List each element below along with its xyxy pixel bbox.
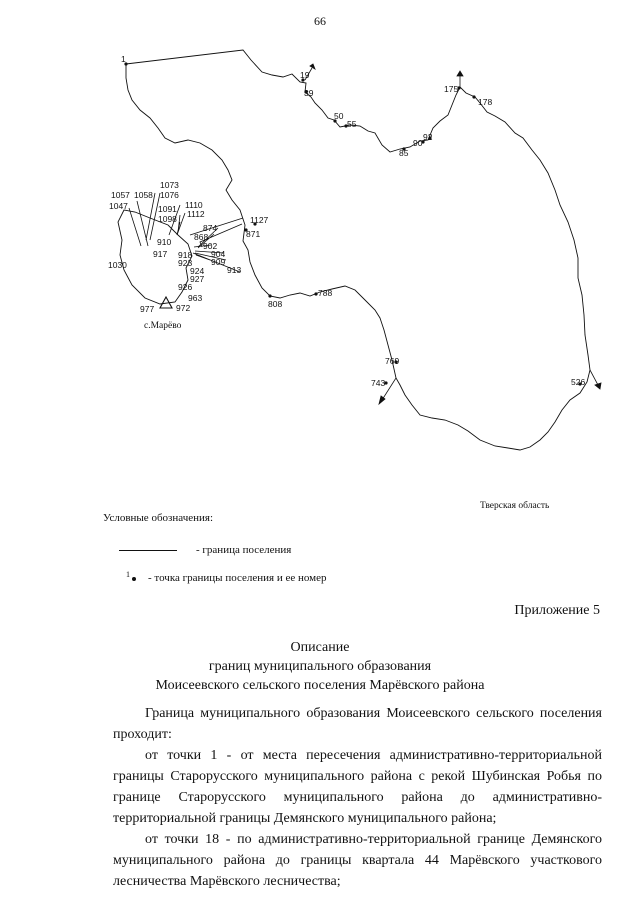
description-subtitle: границ муниципального образования [208, 659, 432, 674]
point-label: 19 [300, 70, 310, 80]
point-label: 1091 [158, 204, 177, 214]
paragraph: Граница муниципального образования Моисеевского сельского поселения проходит: [113, 706, 602, 742]
point-label: 926 [178, 282, 193, 292]
village-label: с.Марёво [144, 321, 182, 331]
description-subtitle: Моисеевского сельского поселения Марёвского района [155, 678, 485, 693]
point-label: 868 [194, 232, 209, 242]
map-boundary-points [124, 62, 581, 385]
point-label: 92 [423, 132, 433, 142]
point-label: 178 [478, 97, 493, 107]
point-label: 50 [334, 111, 344, 121]
point-label: 808 [268, 299, 283, 309]
point-label: 910 [157, 237, 172, 247]
point-label: 918 [178, 250, 193, 260]
point-label: 904 [211, 249, 226, 259]
point-label: 85 [399, 148, 409, 158]
point-label: 874 [203, 223, 218, 233]
point-label: 917 [153, 249, 168, 259]
point-label: 924 [190, 266, 205, 276]
point-label: 1112 [187, 209, 205, 219]
point-label: 1127 [250, 215, 269, 225]
legend-point-dot-icon [132, 577, 136, 581]
point-label: 902 [203, 241, 218, 251]
description-title: Описание [290, 640, 350, 655]
paragraph: от точки 1 - от места пересечения административно-территориальной границы Старорусского муниципального района с рекой Шубинская Робья по границе Старорусского муниципального района до административно-территориальной границы Демянского муниципального района; [113, 748, 602, 826]
point-label: 769 [385, 356, 400, 366]
point-label: 977 [140, 304, 155, 314]
appendix-label: Приложение 5 [514, 603, 600, 618]
point-label: 1076 [160, 190, 179, 200]
point-label: 1057 [111, 190, 130, 200]
legend-boundary-line-sample [119, 550, 177, 551]
point-label: 963 [188, 293, 203, 303]
point-label: 1047 [109, 201, 128, 211]
legend-boundary-line-text: - граница поселения [196, 544, 292, 556]
legend-point-text: - точка границы поселения и ее номер [148, 572, 327, 584]
legend-title: Условные обозначения: [103, 512, 214, 524]
point-label: 526 [571, 377, 586, 387]
point-label: 972 [176, 303, 191, 313]
page-number: 66 [314, 14, 326, 28]
description-body [113, 703, 602, 892]
point-label: 1098 [158, 214, 177, 224]
map-arrows [305, 64, 601, 404]
point-label: 55 [347, 119, 357, 129]
paragraph: от точки 18 - по административно-территориальной границе Демянского муниципального района до границы квартала 44 Марёвского участкового лесничества Марёвского лесничества; [113, 832, 602, 889]
settlement-boundary-line [126, 50, 590, 450]
region-label: Тверская область [480, 501, 550, 511]
point-label: 1 [121, 54, 126, 64]
point-label: 1110 [185, 200, 203, 210]
legend-point-number: 1 [126, 570, 130, 579]
point-label: 1030 [108, 260, 127, 270]
point-label: 1058 [134, 190, 153, 200]
point-label: 923 [178, 258, 193, 268]
point-label: 913 [227, 265, 242, 275]
point-label: 871 [246, 229, 261, 239]
point-label: 90 [413, 138, 423, 148]
point-label: 909 [211, 257, 226, 267]
point-label: 175 [444, 84, 459, 94]
point-label: 39 [304, 88, 314, 98]
point-label: 1073 [160, 180, 179, 190]
point-label: 788 [318, 288, 333, 298]
point-label: 927 [190, 274, 205, 284]
point-label: 743 [371, 378, 386, 388]
